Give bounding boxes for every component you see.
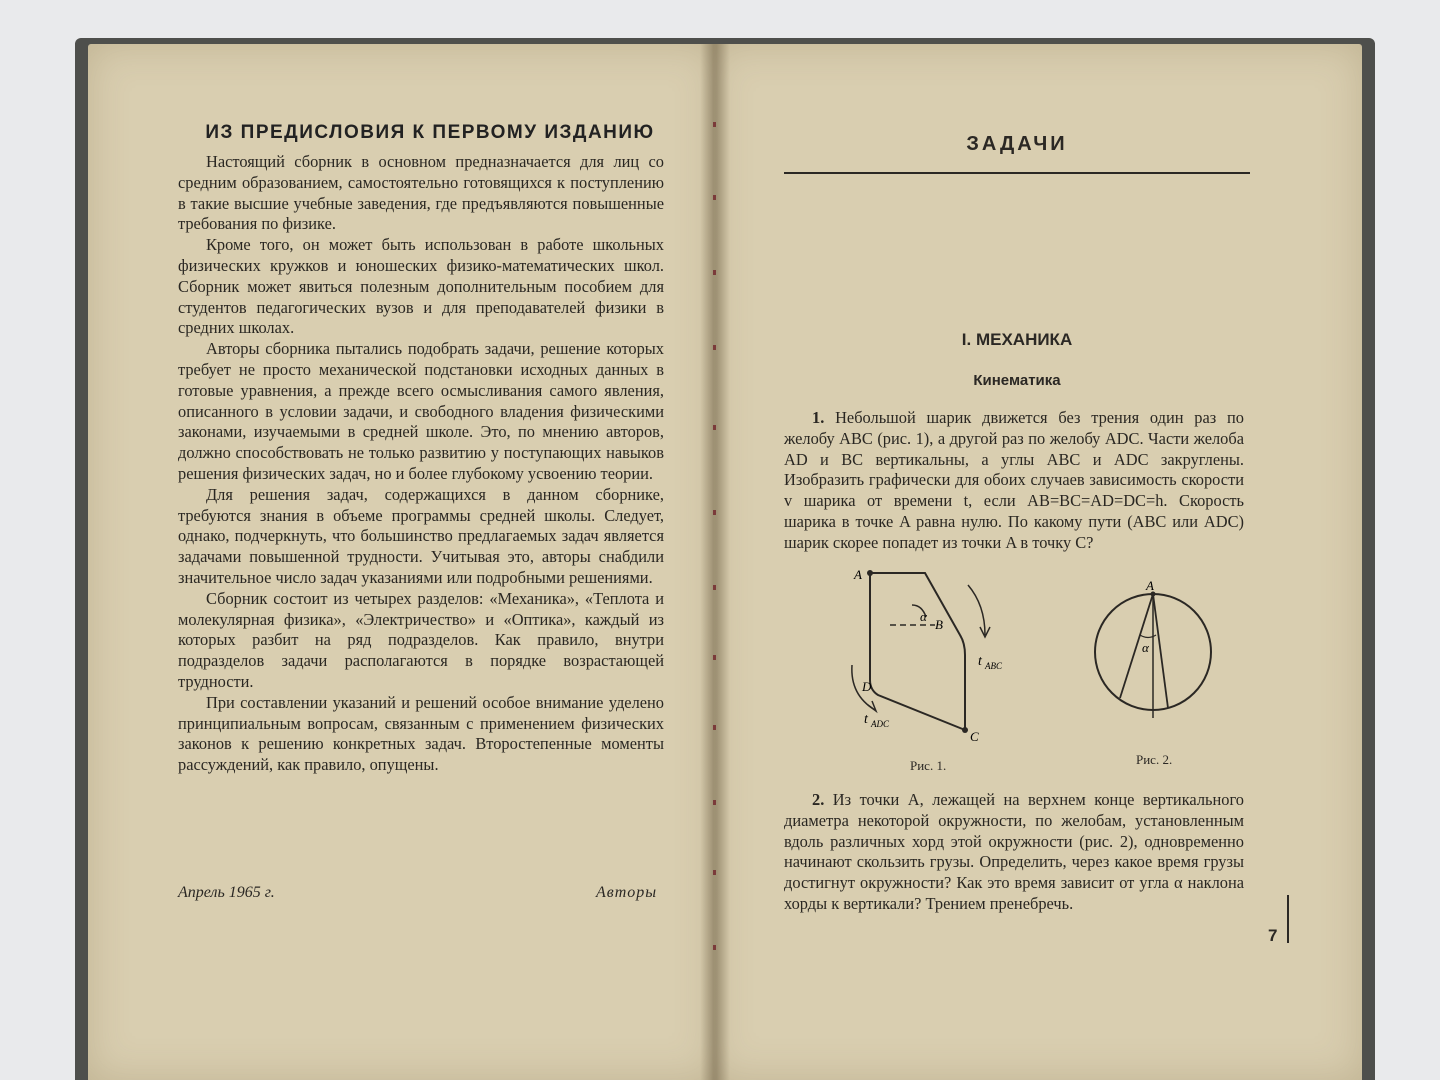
trough-adc: [870, 573, 965, 730]
binding-stitch: [713, 725, 716, 730]
section-title: I. МЕХАНИКА: [961, 330, 1073, 349]
arrow-abc: [968, 585, 985, 635]
preface-text: [178, 152, 664, 776]
label-t-abc-sub: ABC: [985, 661, 1002, 671]
point-c-dot: [962, 727, 968, 733]
binding-stitch: [713, 122, 716, 127]
label-t-adc: t: [864, 712, 868, 727]
trough-abc: [870, 573, 965, 730]
figure-2-caption: Рис. 2.: [1136, 752, 1173, 767]
problem-text: Из точки A, лежащей на верхнем конце вертикального диаметра некоторой окружности, по желобам, установленным вдоль различных хорд этой окружности (рис. 2), одновременно начинают скользить грузы. Определить, через какое время грузы достигнут окружности? Как это время зависит от угла α наклона хорды к вертикали? Трением пренебречь.: [784, 790, 1244, 913]
preface-paragraph: Кроме того, он может быть использован в работе школьных физических кружков и юношеских физико-математических школ. Сборник может явиться полезным дополнительным пособием для студентов педагогических вузов и для преподавателей физики в средних школах.: [178, 235, 664, 338]
binding-stitch: [713, 345, 716, 350]
preface-signature: Авторы: [596, 884, 658, 901]
figure-2-diagram: [1090, 580, 1220, 720]
preface-paragraph: Для решения задач, содержащихся в данном сборнике, требуются знания в объеме программы средней школы. Следует, однако, подчеркнуть, что большинство предлагаемых задач является задачами повышенной трудности. Учитывая это, авторы снабдили значительное число задач указаниями или подробными решениями.: [178, 484, 664, 587]
preface-paragraph: Настоящий сборник в основном предназначается для лиц со средним образованием, самостоятельно готовящихся к поступлению в такие высшие учебные заведения, где предъявляются повышенные требования по физике.: [178, 152, 664, 234]
problem-number: 1.: [812, 408, 825, 427]
label-alpha-2: α: [1142, 640, 1149, 655]
point-a-dot: [867, 570, 873, 576]
chord-right: [1153, 594, 1168, 708]
binding-stitch: [713, 425, 716, 430]
label-c: C: [970, 729, 979, 744]
label-d: D: [862, 679, 872, 694]
arrow-adc-head: [868, 701, 876, 711]
preface-paragraph: При составлении указаний и решений особое внимание уделено принципиальным вопросам, связанным с применением физических законов к решению конкретных задач. Второстепенные моменты рассуждений, как правило, опущены.: [178, 692, 664, 775]
heading-rule: [784, 172, 1250, 174]
label-t-adc-sub: ADC: [871, 719, 889, 729]
label-b: B: [935, 617, 943, 632]
binding-stitch: [713, 655, 716, 660]
binding-stitch: [713, 870, 716, 875]
binding-stitch: [713, 270, 716, 275]
figure-1-caption: Рис. 1.: [910, 758, 947, 773]
label-t-abc: t: [978, 654, 982, 669]
figure-1-diagram: [840, 565, 1040, 750]
problem-2: [784, 790, 1244, 915]
binding-stitch: [713, 585, 716, 590]
label-alpha: α: [920, 609, 927, 624]
page-number: 7: [1268, 926, 1278, 945]
binding-stitch: [713, 800, 716, 805]
preface-title: ИЗ ПРЕДИСЛОВИЯ К ПЕРВОМУ ИЗДАНИЮ: [205, 122, 655, 143]
problem-text: Небольшой шарик движется без трения один раз по желобу ABC (рис. 1), а другой раз по желобу ADC. Части желоба AD и BC вертикальны, а углы ABC и ADC закруглены. Изобразить графически для обоих случаев зависимость скорости v шарика от времени t, если AB=BC=AD=DC=h. Скорость шарика в точке A равна нулю. По какому пути (ABC или ADC) шарик скорее попадет из точки A в точку C?: [784, 408, 1244, 552]
subsection-title: Кинематика: [973, 372, 1061, 389]
preface-date: Апрель 1965 г.: [178, 884, 275, 901]
problem-1: [784, 408, 1244, 554]
problem-number: 2.: [812, 790, 825, 809]
preface-paragraph: Сборник состоит из четырех разделов: «Механика», «Теплота и молекулярная физика», «Электричество» и «Оптика», каждый из которых разбит на ряд подразделов. Как правило, внутри подразделов задачи располагаются в порядке возрастающей трудности.: [178, 588, 664, 691]
binding-stitch: [713, 945, 716, 950]
right-page: [712, 44, 1362, 1080]
binding-stitch: [713, 510, 716, 515]
label-a: A: [854, 567, 862, 582]
chapter-heading: ЗАДАЧИ: [966, 133, 1068, 155]
page-number-bar: [1287, 895, 1289, 943]
binding-stitch: [713, 195, 716, 200]
preface-paragraph: Авторы сборника пытались подобрать задачи, решение которых требует не просто механической подстановки исходных данных в готовые уравнения, а прежде всего осмысливания самого явления, описанного в условии задачи, и свободного владения физическими законами, изучаемыми в средней школе. Это, по мнению авторов, должно способствовать не только развитию у поступающих навыков решения физических задач, но и более глубокому усвоению теории.: [178, 339, 664, 483]
label-a-2: A: [1146, 580, 1154, 593]
